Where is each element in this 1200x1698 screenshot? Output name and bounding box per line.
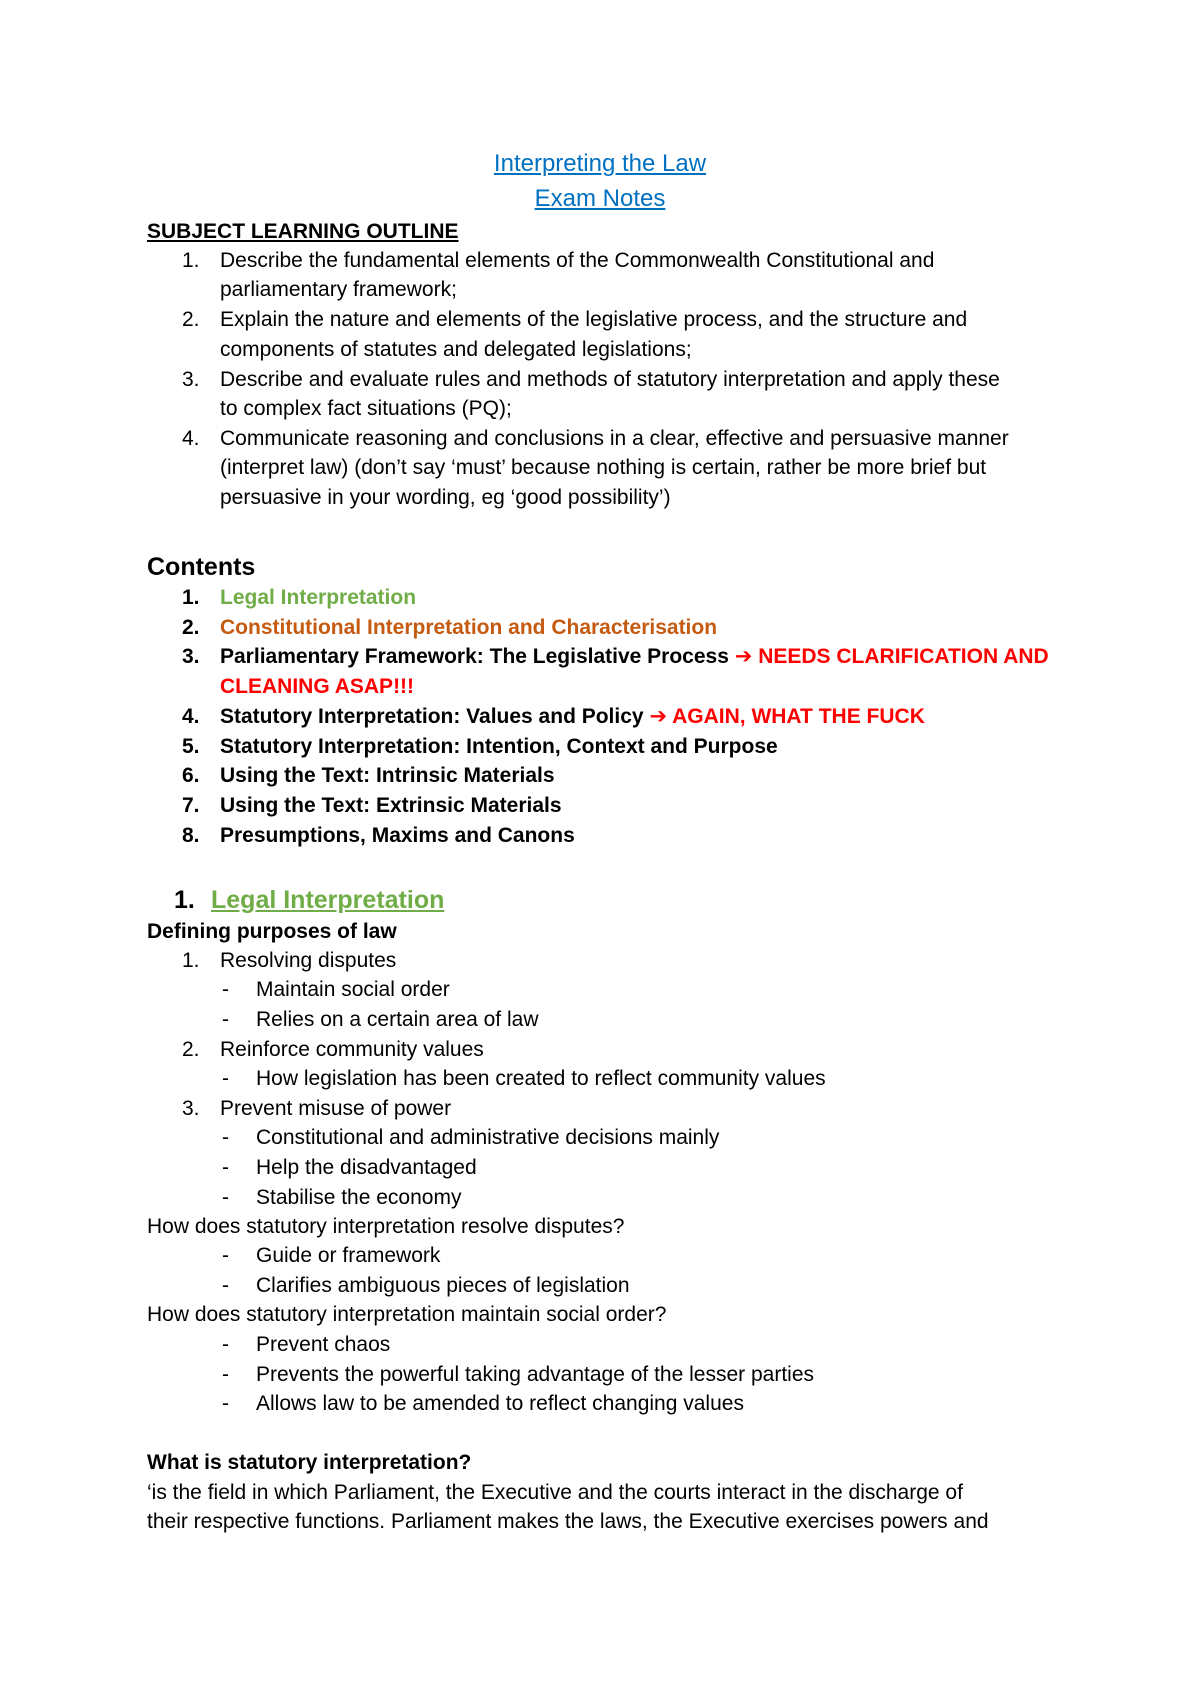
question-resolve-disputes: How does statutory interpretation resolve disputes? bbox=[147, 1215, 625, 1238]
dash-bullet: - bbox=[222, 1244, 229, 1267]
outline-item-3-line-2: to complex fact situations (PQ); bbox=[220, 397, 512, 420]
contents-item-parliamentary-framework[interactable] bbox=[220, 643, 1049, 671]
dash-bullet: - bbox=[222, 1333, 229, 1356]
contents-item-7-number: 7. bbox=[182, 794, 200, 817]
contents-item-3-note-line-1: NEEDS CLARIFICATION AND bbox=[758, 645, 1049, 668]
outline-item-4-line-3: persuasive in your wording, eg ‘good possibility’) bbox=[220, 486, 671, 509]
q1-bullet-1: Guide or framework bbox=[256, 1244, 441, 1267]
section-1-title: Legal Interpretation bbox=[211, 886, 445, 914]
outline-item-4-line-2: (interpret law) (don’t say ‘must’ because nothing is certain, rather be more brief but bbox=[220, 456, 987, 479]
question-social-order: How does statutory interpretation maintain social order? bbox=[147, 1303, 667, 1326]
purpose-1-text: Resolving disputes bbox=[220, 949, 397, 972]
dash-bullet: - bbox=[222, 1274, 229, 1297]
dash-bullet: - bbox=[222, 1363, 229, 1386]
outline-item-3-number: 3. bbox=[182, 368, 200, 391]
outline-heading: SUBJECT LEARNING OUTLINE bbox=[147, 220, 459, 243]
contents-item-presumptions-maxims-canons[interactable]: Presumptions, Maxims and Canons bbox=[220, 824, 575, 847]
contents-item-legal-interpretation[interactable]: Legal Interpretation bbox=[220, 586, 417, 609]
outline-item-2-line-2: components of statutes and delegated legislations; bbox=[220, 338, 692, 361]
contents-item-4-note: AGAIN, WHAT THE FUCK bbox=[672, 705, 925, 728]
outline-item-2-number: 2. bbox=[182, 308, 200, 331]
dash-bullet: - bbox=[222, 1126, 229, 1149]
purpose-2-text: Reinforce community values bbox=[220, 1038, 484, 1061]
dash-bullet: - bbox=[222, 1392, 229, 1415]
arrow-right-icon: ➔ bbox=[649, 705, 668, 728]
contents-item-extrinsic-materials[interactable]: Using the Text: Extrinsic Materials bbox=[220, 794, 562, 817]
outline-item-4-line-1: Communicate reasoning and conclusions in a clear, effective and persuasive manner bbox=[220, 427, 1009, 450]
purpose-3-bullet-1: Constitutional and administrative decisions mainly bbox=[256, 1126, 720, 1149]
contents-item-4-number: 4. bbox=[182, 705, 200, 728]
outline-item-3-line-1: Describe and evaluate rules and methods of statutory interpretation and apply these bbox=[220, 368, 1000, 391]
contents-item-8-number: 8. bbox=[182, 824, 200, 847]
outline-item-2-line-1: Explain the nature and elements of the legislative process, and the structure and bbox=[220, 308, 968, 331]
outline-item-1-number: 1. bbox=[182, 249, 200, 272]
dash-bullet: - bbox=[222, 978, 229, 1001]
dash-bullet: - bbox=[222, 1067, 229, 1090]
outline-item-1-line-2: parliamentary framework; bbox=[220, 278, 457, 301]
contents-item-4-label: Statutory Interpretation: Values and Policy bbox=[220, 705, 644, 728]
arrow-right-icon: ➔ bbox=[734, 645, 753, 668]
purpose-3-bullet-3: Stabilise the economy bbox=[256, 1186, 462, 1209]
purpose-1-bullet-1: Maintain social order bbox=[256, 978, 450, 1001]
contents-item-intrinsic-materials[interactable]: Using the Text: Intrinsic Materials bbox=[220, 764, 555, 787]
purpose-1-number: 1. bbox=[182, 949, 200, 972]
outline-item-1-line-1: Describe the fundamental elements of the Commonwealth Constitutional and bbox=[220, 249, 935, 272]
document-title: Interpreting the Law bbox=[493, 150, 707, 177]
q2-bullet-2: Prevents the powerful taking advantage of the lesser parties bbox=[256, 1363, 814, 1386]
purposes-heading: Defining purposes of law bbox=[147, 920, 397, 943]
q2-bullet-3: Allows law to be amended to reflect changing values bbox=[256, 1392, 744, 1415]
what-is-statutory-interpretation-heading: What is statutory interpretation? bbox=[147, 1451, 472, 1474]
dash-bullet: - bbox=[222, 1186, 229, 1209]
dash-bullet: - bbox=[222, 1156, 229, 1179]
contents-item-2-number: 2. bbox=[182, 616, 200, 639]
quote-line-2: their respective functions. Parliament makes the laws, the Executive exercises powers and bbox=[147, 1510, 989, 1533]
contents-item-3-label: Parliamentary Framework: The Legislative Process bbox=[220, 645, 729, 668]
contents-item-3-note-line-2: CLEANING ASAP!!! bbox=[220, 675, 415, 698]
contents-item-intention-context-purpose[interactable]: Statutory Interpretation: Intention, Context and Purpose bbox=[220, 735, 778, 758]
document-subtitle: Exam Notes bbox=[534, 185, 666, 212]
contents-item-1-number: 1. bbox=[182, 586, 200, 609]
contents-item-constitutional-interpretation[interactable]: Constitutional Interpretation and Characterisation bbox=[220, 616, 718, 639]
contents-item-values-and-policy[interactable] bbox=[220, 703, 925, 731]
purpose-2-number: 2. bbox=[182, 1038, 200, 1061]
purpose-3-text: Prevent misuse of power bbox=[220, 1097, 452, 1120]
section-1-number: 1. bbox=[174, 886, 195, 914]
purpose-1-bullet-2: Relies on a certain area of law bbox=[256, 1008, 539, 1031]
purpose-3-bullet-2: Help the disadvantaged bbox=[256, 1156, 477, 1179]
q1-bullet-2: Clarifies ambiguous pieces of legislation bbox=[256, 1274, 630, 1297]
outline-item-4-number: 4. bbox=[182, 427, 200, 450]
quote-line-1: ‘is the field in which Parliament, the Executive and the courts interact in the discharge of bbox=[147, 1481, 963, 1504]
contents-item-6-number: 6. bbox=[182, 764, 200, 787]
purpose-3-number: 3. bbox=[182, 1097, 200, 1120]
purpose-2-bullet-1: How legislation has been created to reflect community values bbox=[256, 1067, 826, 1090]
contents-item-3-number: 3. bbox=[182, 645, 200, 668]
dash-bullet: - bbox=[222, 1008, 229, 1031]
contents-heading: Contents bbox=[147, 553, 256, 581]
contents-item-5-number: 5. bbox=[182, 735, 200, 758]
q2-bullet-1: Prevent chaos bbox=[256, 1333, 391, 1356]
